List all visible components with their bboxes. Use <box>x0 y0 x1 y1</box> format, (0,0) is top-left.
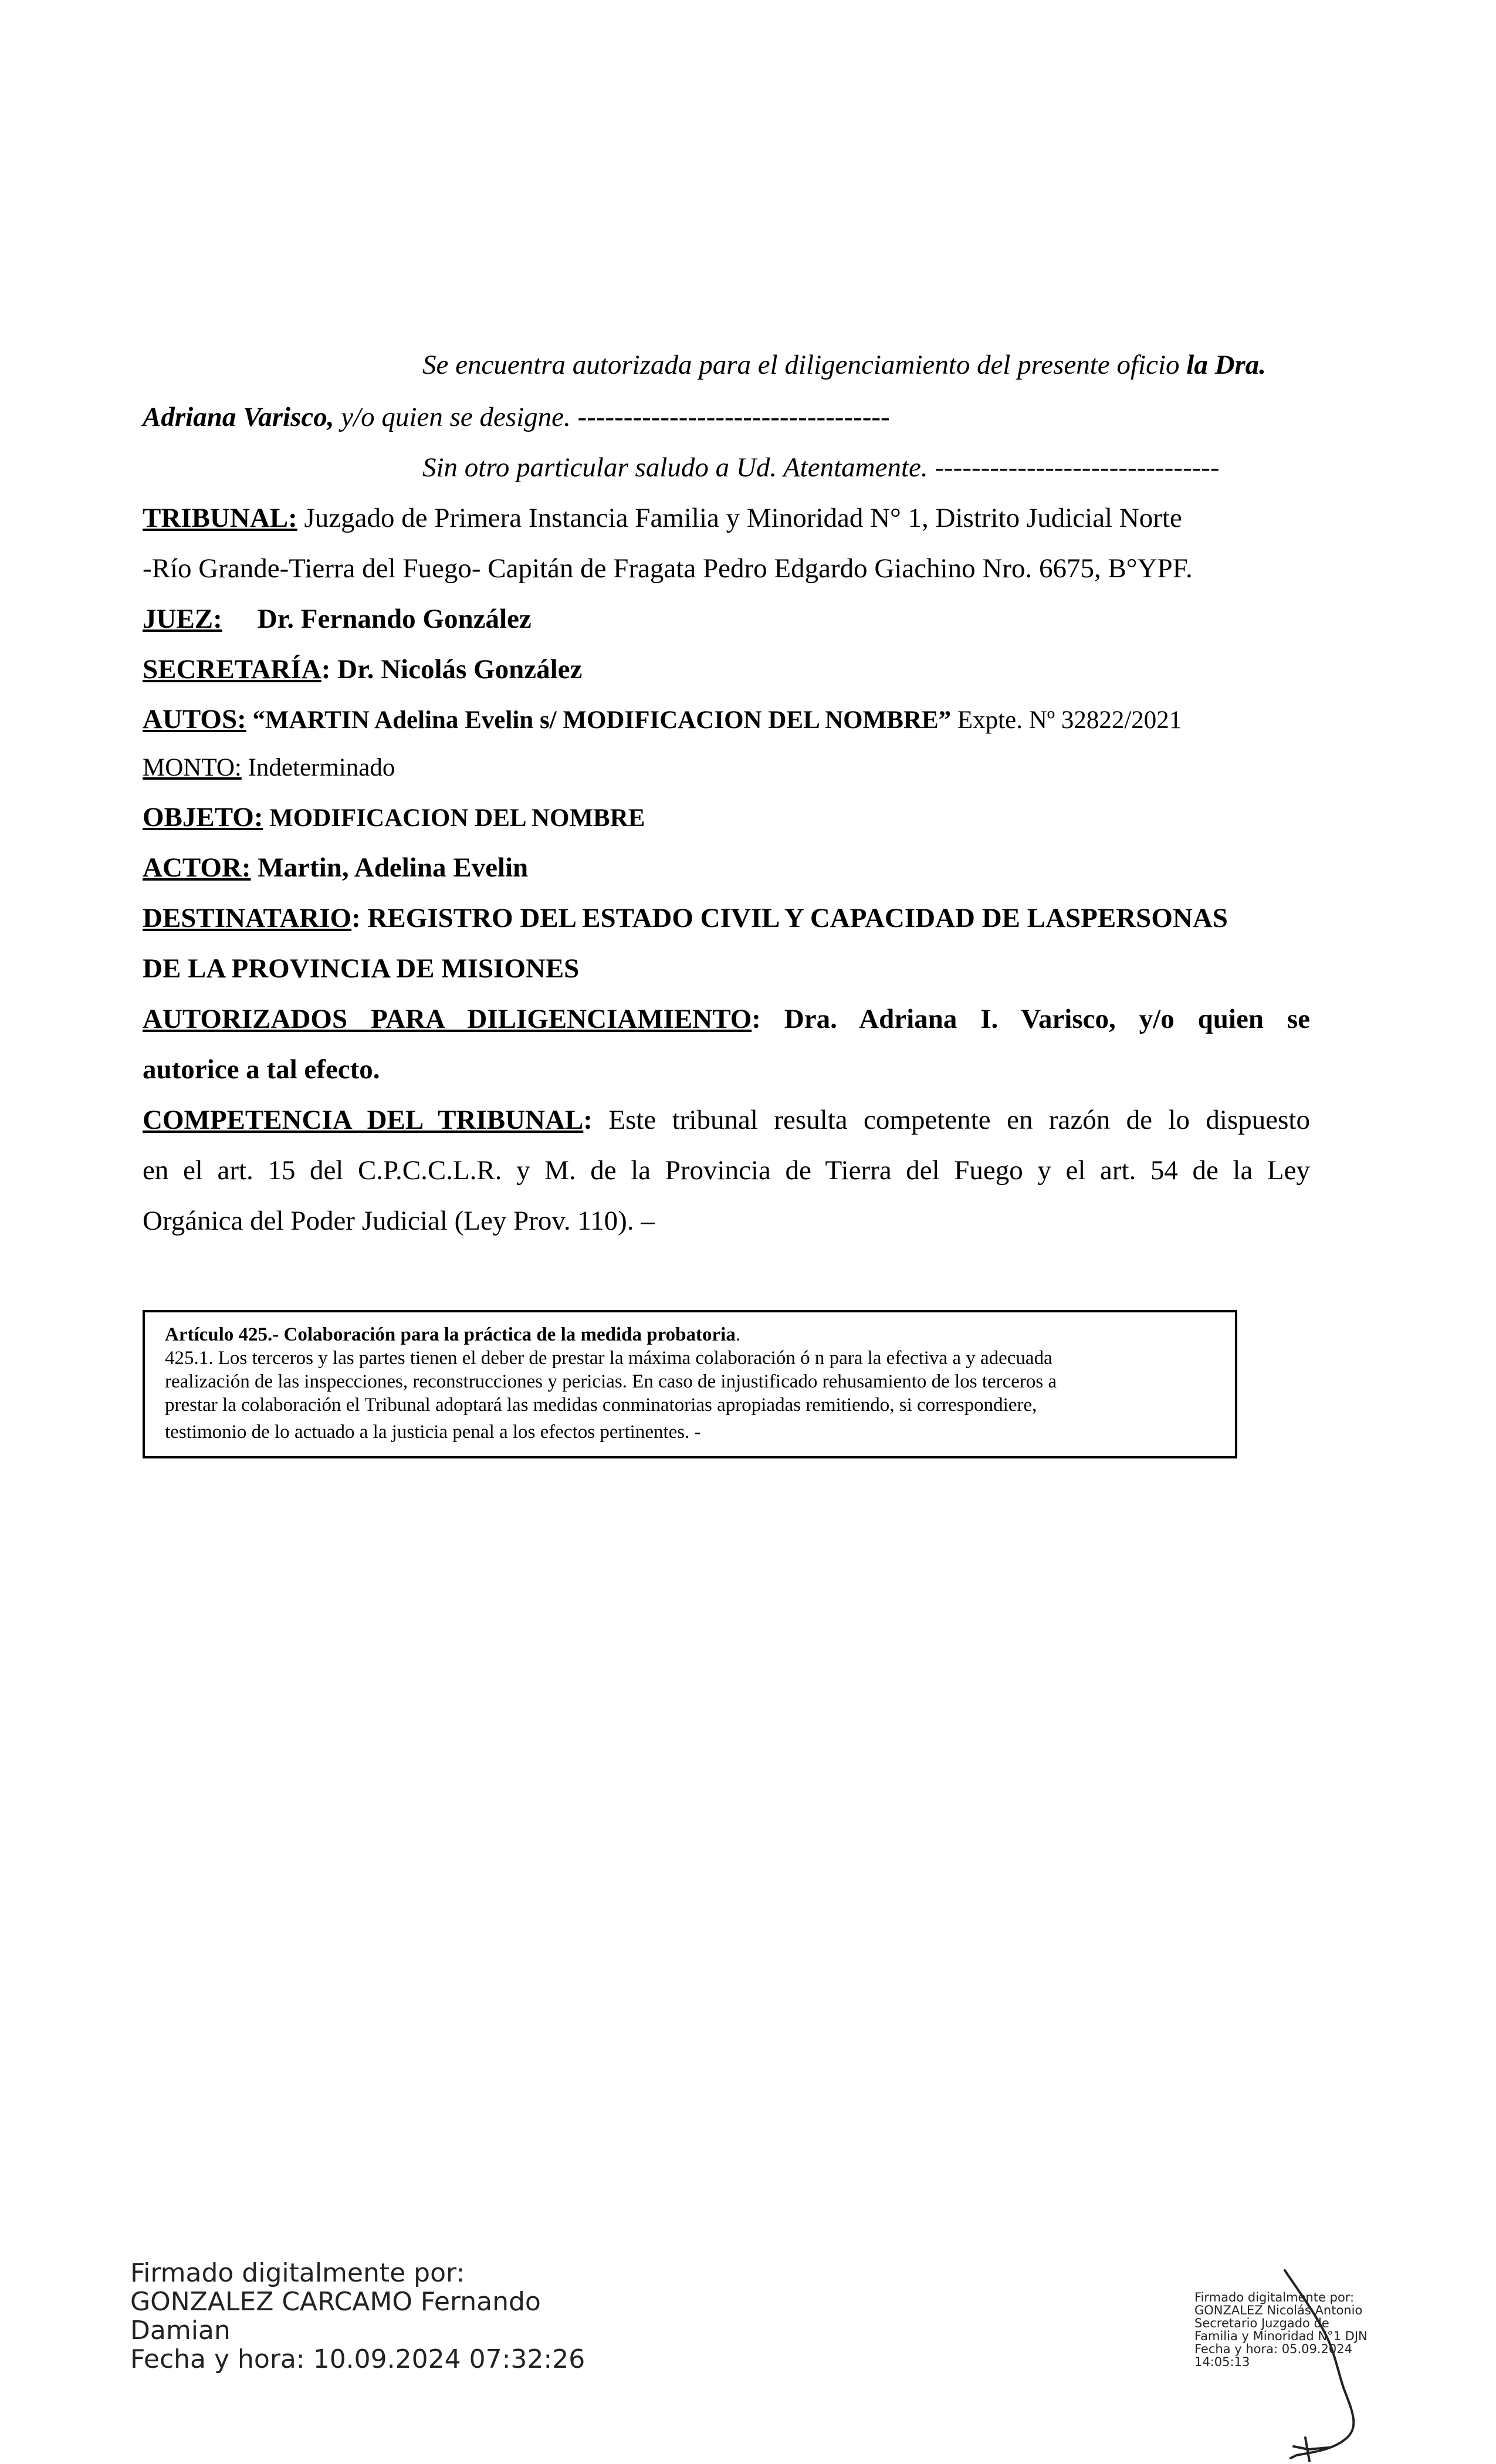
objeto-line <box>143 800 645 836</box>
authorized-name: Adriana Varisco, <box>143 402 334 432</box>
monto-value: Indeterminado <box>241 754 395 781</box>
competencia-line-3: Orgánica del Poder Judicial (Ley Prov. 110). – <box>143 1206 655 1236</box>
closing-greeting: Sin otro particular saludo a Ud. Atentamente. ------------------------------- <box>422 452 1220 483</box>
tribunal-value: Juzgado de Primera Instancia Familia y Minoridad N° 1, Distrito Judicial Norte <box>297 503 1182 533</box>
juez-value: Dr. Fernando González <box>257 604 532 634</box>
signature-left-line-2: GONZALEZ CARCAMO Fernando <box>130 2287 541 2317</box>
objeto-value: MODIFICACION DEL NOMBRE <box>263 804 645 832</box>
juez-label: JUEZ: <box>143 604 222 634</box>
article-line-3: prestar la colaboración el Tribunal adoptará las medidas conminatorias apropiadas remitiendo, si correspondiere, <box>165 1395 1037 1416</box>
autos-label: AUTOS: <box>143 704 246 735</box>
signature-left-line-4: Fecha y hora: 10.09.2024 07:32:26 <box>130 2344 585 2374</box>
signature-right-line-2: GONZALEZ Nicolás Antonio <box>1194 2303 1363 2317</box>
competencia-colon: : <box>583 1105 593 1135</box>
tribunal-line-2: -Río Grande-Tierra del Fuego- Capitán de Fragata Pedro Edgardo Giachino Nro. 6675, B°YPF. <box>143 553 1193 584</box>
tribunal-line-1 <box>143 500 1182 536</box>
monto-line <box>143 750 395 786</box>
digital-signature-right <box>1194 2291 1368 2368</box>
authorization-text: Se encuentra autorizada para el diligenciamiento del presente oficio <box>422 350 1187 380</box>
destinatario-line-1 <box>143 901 1228 936</box>
signature-right-line-6: 14:05:13 <box>1194 2355 1250 2369</box>
autos-line <box>143 702 1182 738</box>
signature-left-line-3: Damian <box>130 2316 231 2345</box>
destinatario-label: DESTINATARIO <box>143 903 352 933</box>
autos-value: “MARTIN Adelina Evelin s/ MODIFICACION DEL NOMBRE” <box>246 706 952 734</box>
destinatario-value: : REGISTRO DEL ESTADO CIVIL Y CAPACIDAD DE LASPERSONAS <box>351 903 1228 933</box>
tribunal-label: TRIBUNAL: <box>143 503 297 533</box>
actor-label: ACTOR: <box>143 852 251 883</box>
monto-label: MONTO: <box>143 754 242 781</box>
actor-line <box>143 850 528 885</box>
autorizados-label: AUTORIZADOS PARA DILIGENCIAMIENTO <box>143 1004 752 1034</box>
article-line-1: 425.1. Los terceros y las partes tienen el deber de prestar la máxima colaboración ó n para la efectiva a y adecuada <box>165 1348 1052 1369</box>
article-425-box <box>143 1310 1237 1458</box>
article-title-dot: . <box>735 1324 741 1345</box>
competencia-label: COMPETENCIA DEL TRIBUNAL <box>143 1105 584 1135</box>
secretaria-value: : Dr. Nicolás González <box>321 654 583 685</box>
objeto-label: OBJETO: <box>143 802 263 832</box>
article-title <box>165 1323 1215 1346</box>
article-line-2: realización de las inspecciones, reconstrucciones y pericias. En caso de injustificado rehusamiento de los terceros a <box>165 1371 1057 1392</box>
article-line-4: testimonio de lo actuado a la justicia penal a los efectos pertinentes. - <box>165 1421 701 1443</box>
competencia-line-1 <box>143 1102 1310 1138</box>
competencia-line-2: en el art. 15 del C.P.C.C.L.R. y M. de la Provincia de Tierra del Fuego y el art. 54 de la Ley <box>143 1155 1310 1186</box>
digital-signature-left <box>130 2259 585 2374</box>
secretaria-line <box>143 652 582 687</box>
secretaria-label: SECRETARÍA <box>143 654 321 685</box>
autorizados-value: : Dra. Adriana I. Varisco, y/o quien se <box>752 1004 1311 1034</box>
signature-left-line-1: Firmado digitalmente por: <box>130 2258 465 2288</box>
authorization-line-1 <box>422 347 1266 383</box>
signature-right-line-3: Secretario Juzgado de <box>1194 2316 1329 2330</box>
destinatario-line-2: DE LA PROVINCIA DE MISIONES <box>143 953 580 984</box>
signature-right-line-5: Fecha y hora: 05.09.2024 <box>1194 2342 1353 2356</box>
signature-right-line-1: Firmado digitalmente por: <box>1194 2290 1355 2304</box>
autorizados-line-2: autorice a tal efecto. <box>143 1054 380 1085</box>
authorization-line-2 <box>143 400 890 435</box>
authorization-text-cont: y/o quien se designe. ---------------------------------- <box>334 402 890 432</box>
autorizados-line-1 <box>143 1001 1310 1037</box>
expediente-number: Expte. Nº 32822/2021 <box>951 706 1182 734</box>
juez-line <box>143 601 532 637</box>
actor-value: Martin, Adelina Evelin <box>251 852 529 883</box>
signature-right-line-4: Familia y Minoridad N°1 DJN <box>1194 2329 1368 2343</box>
competencia-text: Este tribunal resulta competente en razón de lo dispuesto <box>592 1105 1310 1135</box>
article-title-text: Artículo 425.- Colaboración para la práctica de la medida probatoria <box>165 1324 736 1345</box>
authorization-dra: la Dra. <box>1186 350 1267 380</box>
